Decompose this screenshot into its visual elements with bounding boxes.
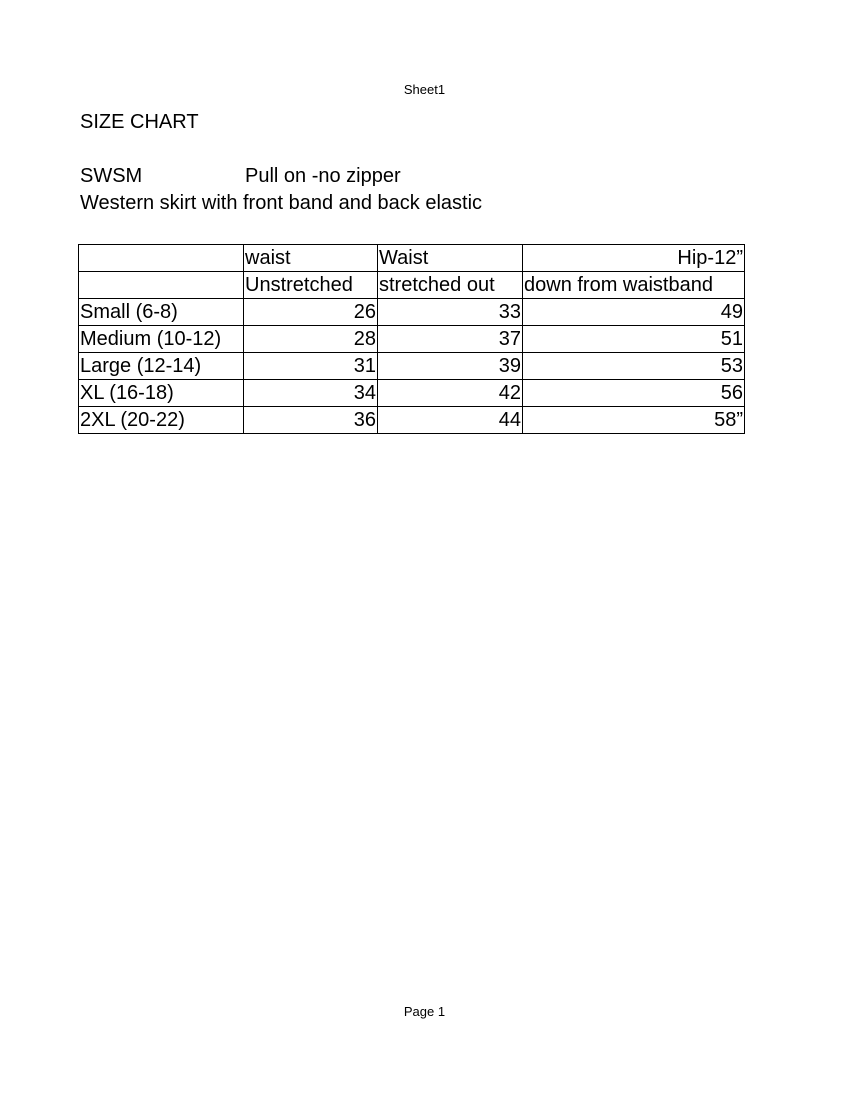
table-row [79, 326, 745, 353]
hip-cell: 56 [523, 380, 745, 407]
table-row [79, 380, 745, 407]
header-cell-stretched-out: stretched out [378, 272, 523, 299]
size-cell: Large (12-14) [79, 353, 244, 380]
waist-unstretched-cell: 34 [244, 380, 378, 407]
hip-cell: 49 [523, 299, 745, 326]
waist-unstretched-cell: 36 [244, 407, 378, 434]
header-cell-waist: waist [244, 245, 378, 272]
waist-stretched-cell: 42 [378, 380, 523, 407]
style-code: SWSM [80, 165, 143, 187]
waist-stretched-cell: 37 [378, 326, 523, 353]
hip-cell: 51 [523, 326, 745, 353]
header-cell-unstretched: Unstretched [244, 272, 378, 299]
header-cell-waist-stretched: Waist [378, 245, 523, 272]
table-header-row [79, 245, 745, 272]
size-cell: XL (16-18) [79, 380, 244, 407]
table-header-row [79, 272, 745, 299]
document-title: SIZE CHART [80, 111, 199, 133]
page-number-footer: Page 1 [403, 1004, 446, 1019]
table-row [79, 353, 745, 380]
waist-unstretched-cell: 26 [244, 299, 378, 326]
table-row [79, 299, 745, 326]
waist-stretched-cell: 44 [378, 407, 523, 434]
waist-stretched-cell: 33 [378, 299, 523, 326]
size-chart-table [78, 244, 745, 434]
header-cell-down-from-waistband: down from waistband [523, 272, 745, 299]
waist-unstretched-cell: 28 [244, 326, 378, 353]
product-description: Western skirt with front band and back elastic [80, 192, 483, 214]
hip-cell: 53 [523, 353, 745, 380]
waist-stretched-cell: 39 [378, 353, 523, 380]
header-cell-hip: Hip-12” [523, 245, 745, 272]
size-cell: Small (6-8) [79, 299, 244, 326]
size-cell: 2XL (20-22) [79, 407, 244, 434]
hip-cell: 58” [523, 407, 745, 434]
header-cell [79, 272, 244, 299]
sheet-name-header: Sheet1 [403, 82, 446, 97]
waist-unstretched-cell: 31 [244, 353, 378, 380]
table-row [79, 407, 745, 434]
size-cell: Medium (10-12) [79, 326, 244, 353]
closure-note: Pull on -no zipper [245, 165, 401, 187]
header-cell [79, 245, 244, 272]
